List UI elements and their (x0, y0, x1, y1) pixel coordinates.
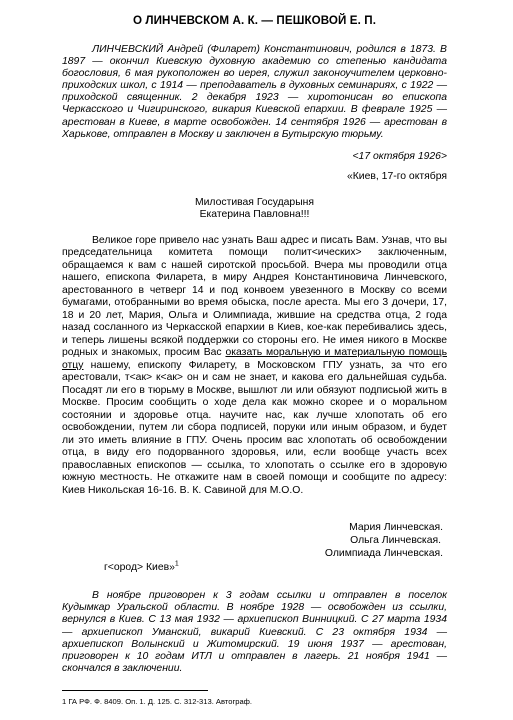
letter-body (62, 235, 447, 498)
salutation-line-1: Милостивая Государыня (194, 196, 315, 208)
signatures-block (62, 521, 447, 560)
signature-olimpiada: Олимпиада Линчевская. (324, 548, 443, 560)
footnote-divider (62, 690, 208, 691)
signature-maria: Мария Линчевская. (349, 522, 443, 534)
biography-intro: ЛИНЧЕВСКИЙ Андрей (Филарет) Константинович, родился в 1873. В 1897 — окончил Киевскую духовную академию со степенью кандидата богословия, 6 мая рукоположен во иерея, служил законоучителем церковно-приходских школ, с 1914 — преподаватель в духовных семинариях, с 1922 — приходской священник. 2 декабря 1923 — хиротонисан во епископа Черкасского и Чигиринского, викария Киевской епархии. В феврале 1925 — арестован в Киеве, в марте освобожден. 14 сентября 1926 — арестован в Харькове, отправлен в Москву и заключен в Бутырскую тюрьму. (62, 44, 447, 140)
document-title: О ЛИНЧЕВСКОМ А. К. — ПЕШКОВОЙ Е. П. (132, 14, 377, 27)
underlined-request: оказать моральную и материальную помощь отцу (62, 347, 447, 371)
signature-olga: Ольга Линчевская. (350, 535, 441, 547)
letter-body-part-1: Великое горе привело нас узнать Ваш адрес и писать Вам. Узнав, что вы председательница комитета помощи полит<ических> заключенным, обращаемся к вам с нашей сиротской просьбой. Вчера мы проводили отца нашего, епископа Филарета, в миру Андрея Константиновича Линчевского, арестованного в четверг 14 и под конвоем увезенного в Москву со всеми бумагами, отобранными во время обыска, после ареста. Мы его 3 дочери, 17, 18 и 20 лет, Мария, Ольга и Олимпиада, жившие на средства отца, 2 года назад сосланного из Черкасской епархии в Киев, кое-как перебивались здесь, и теперь лишены всякой поддержки со стороны его. Не имея никого в Москве родных и знакомых, просим Вас (62, 234, 447, 359)
city-text: г<ород> Киев» (104, 562, 175, 574)
salutation-line-2: Екатерина Павловна!!! (199, 209, 310, 221)
letter-date: <17 октября 1926> (352, 150, 447, 162)
footnote-mark: 1 (174, 560, 179, 568)
letter-place-date: «Киев, 17-го октября (346, 170, 447, 182)
salutation (62, 197, 447, 222)
biography-conclusion: В ноябре приговорен к 3 годам ссылки и отправлен в поселок Кудымкар Уральской области. В ноябре 1928 — освобожден из ссылки, вернулся в Киев. С 13 мая 1932 — архиепископ Винницкий. С 27 марта 1934 — архиепископ Уманский, викарий Киевский. С 23 октября 1934 — архиепископ Волынский и Житомирский. 19 июня 1937 — арестован, приговорен к 10 годам ИТЛ и отправлен в лагерь. 21 ноября 1941 — скончался в заключении. (62, 590, 447, 674)
city-line (62, 562, 447, 573)
letter-body-part-2: нашему, епископу Филарету, в Московском ГПУ узнать, за что его арестовали, т<ак> к<ак> он и сам не знает, и какова его дальнейшая судьба. Посадят ли его в тюрьму в Москве, вышлют ли или обязуют подписьюй жить в Москве. Просим сообщить о ходе дела как можно скорее и о моральном состоянии и здоровье отца. научите нас, как лучше хлопотать об его освобождении, путем ли сбора подписей, поруки или иным образом, и будет ли это иметь влияние в ГПУ. Очень просим вас хлопотать об освобождении отца, в виду его подорванного здоровья, или, если вообще участь всех православных епископов — ссылка, то хлопотать о ссылке его в здоровую южную местность. Не откажите нам в своей помощи и сообщите по адресу: Киев Никольская 16-16. В. К. Савиной для М.О.О. (62, 359, 447, 496)
footnote-text: 1 ГА РФ. Ф. 8409. Оп. 1. Д. 125. С. 312-313. Автограф. (62, 697, 253, 706)
